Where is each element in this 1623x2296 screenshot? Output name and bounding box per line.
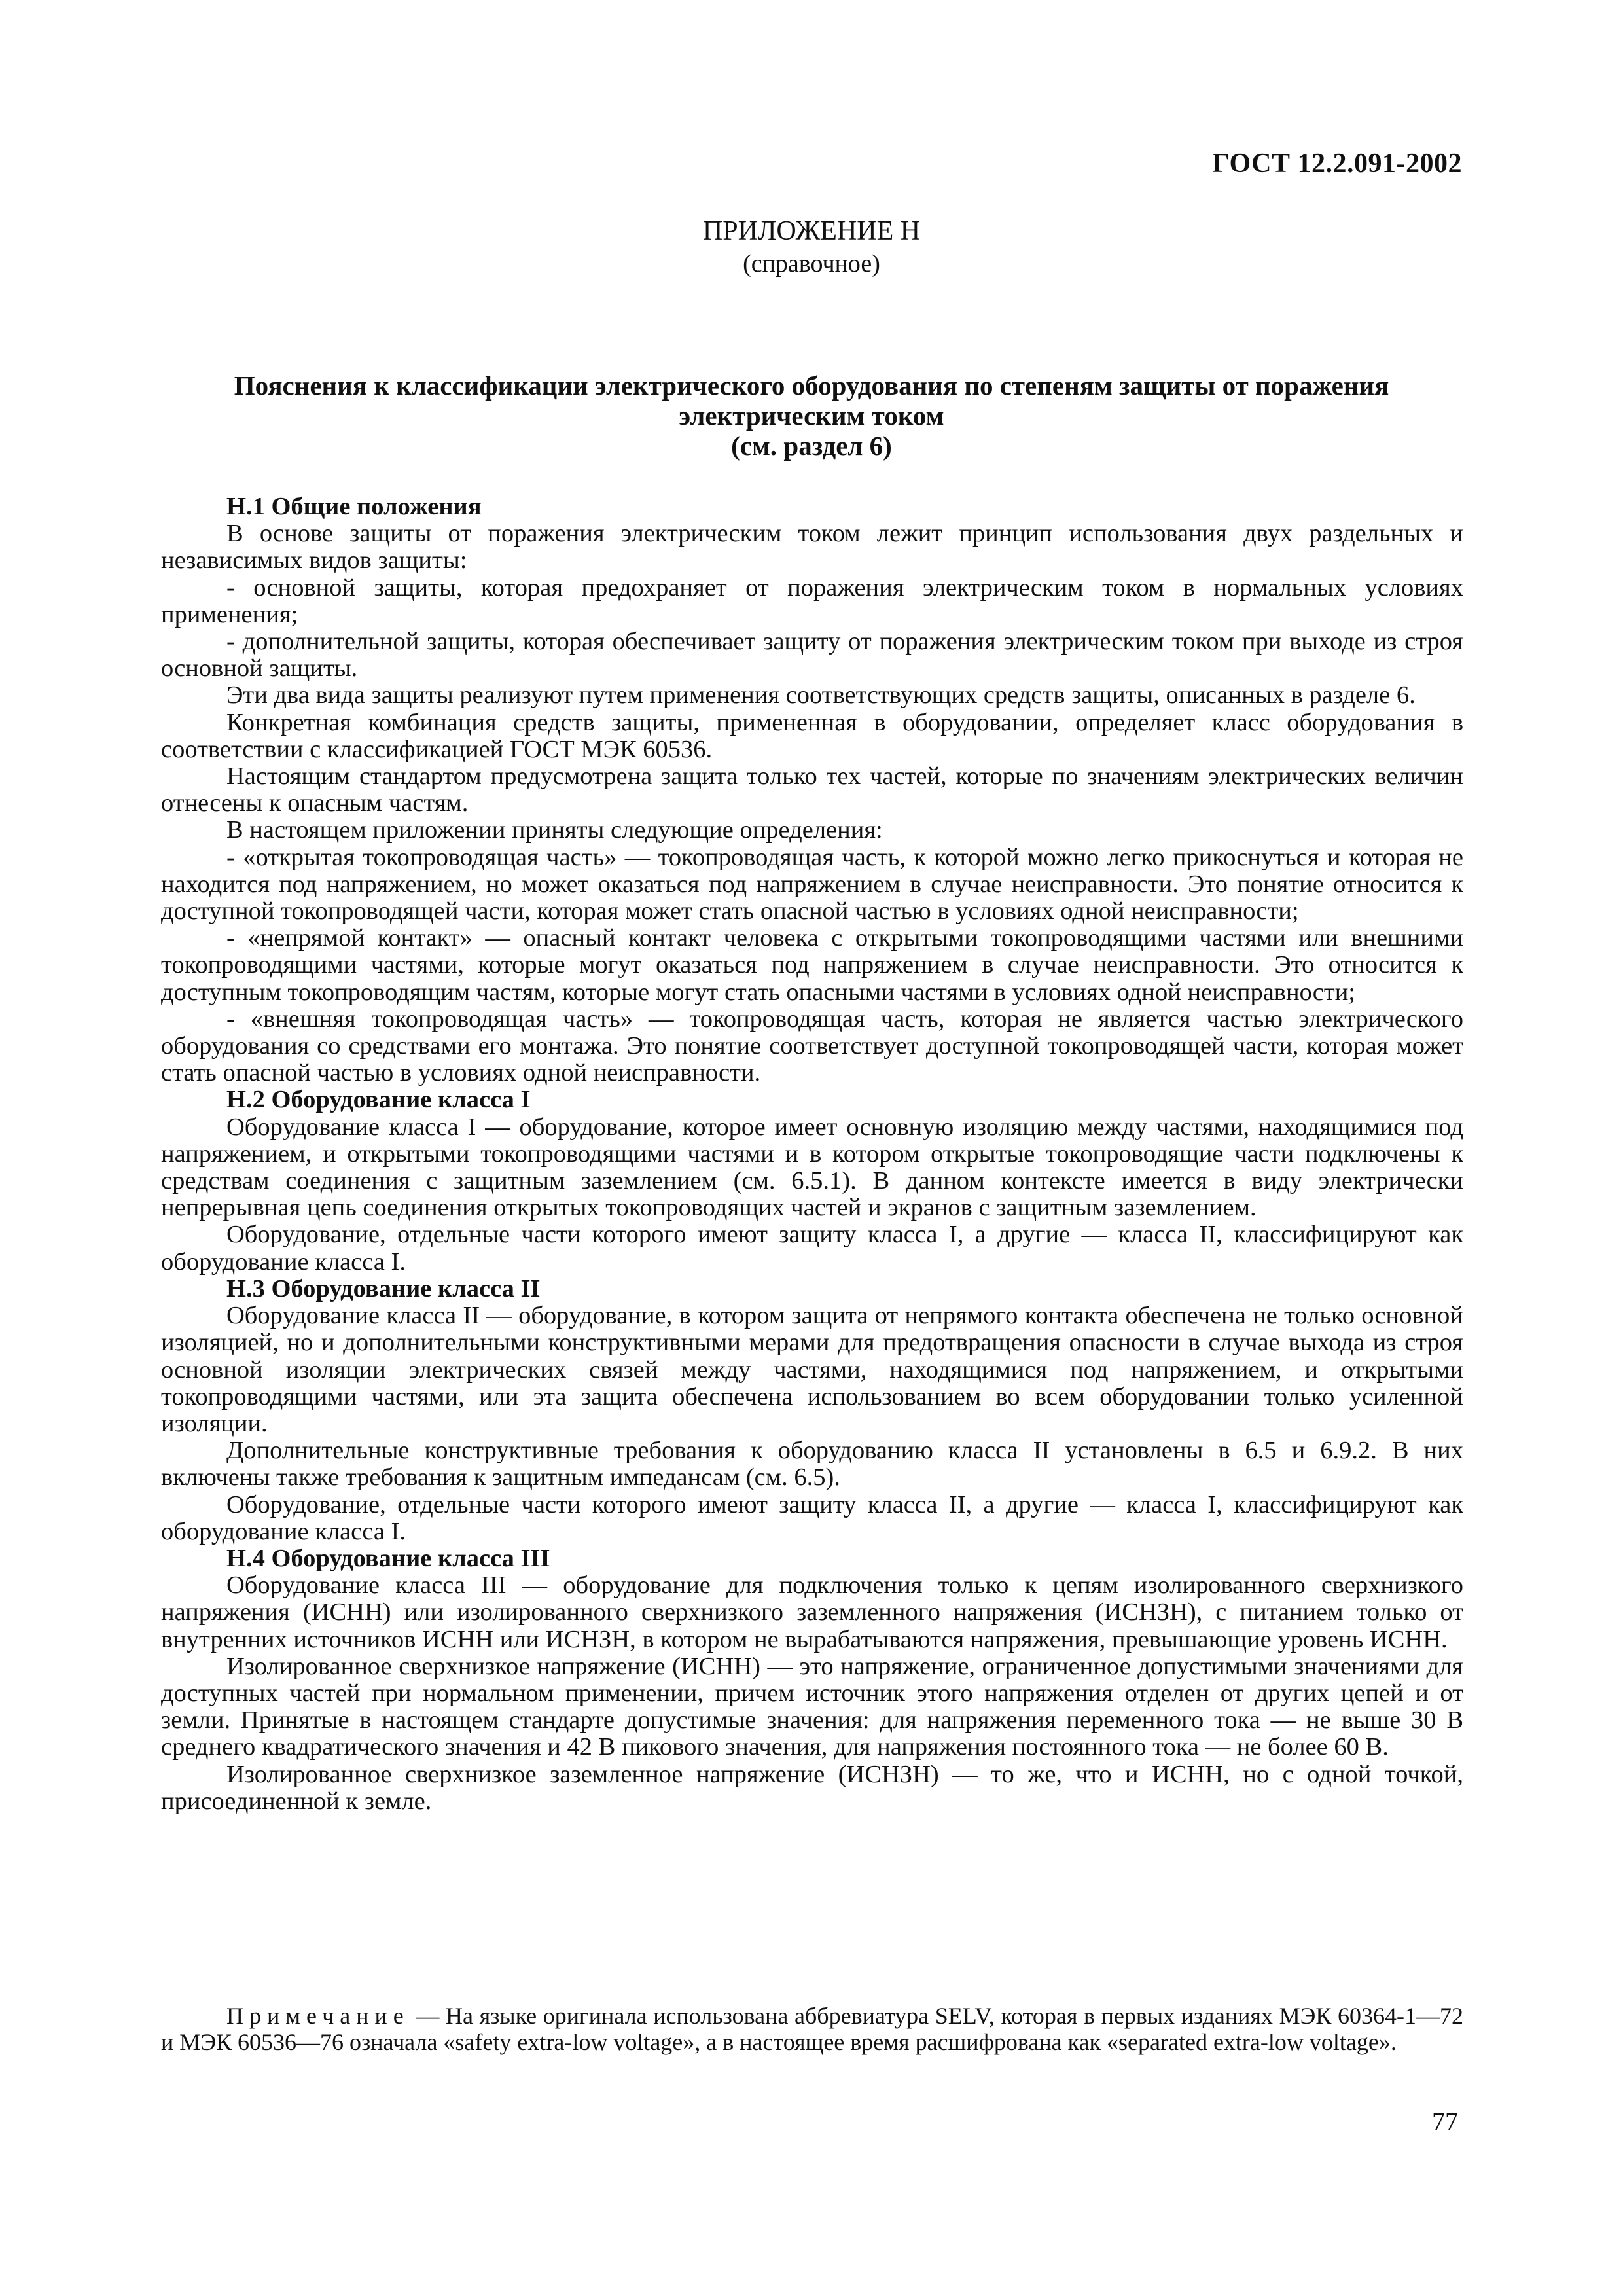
paragraph: В настоящем приложении приняты следующие определения:: [226, 816, 883, 844]
paragraph: В основе защиты от поражения электрическим током лежит принцип использования двух раздельных и независимых видов защиты:: [161, 520, 1463, 575]
section-heading-h2: Н.2 Оборудование класса I: [226, 1086, 531, 1114]
section-heading-h4: Н.4 Оборудование класса III: [226, 1544, 550, 1572]
document-title-line-3: (см. раздел 6): [731, 431, 892, 461]
section-heading-h3: Н.3 Оборудование класса II: [226, 1274, 541, 1302]
list-item: - дополнительной защиты, которая обеспечивает защиту от поражения электрическим током при выходе из строя основной защиты.: [161, 628, 1463, 683]
definition-item: - «открытая токопроводящая часть» — токопроводящая часть, к которой можно легко прикоснуться и которая не находится под напряжением, но может оказаться под напряжением в случае неисправности. Это понятие относится к доступной токопроводящей части, которая может стать опасной частью в условиях одной неисправности;: [161, 843, 1463, 925]
document-title: [196, 370, 1427, 461]
note-block: [161, 2003, 1463, 2055]
paragraph: Оборудование класса II — оборудование, в котором защита от непрямого контакта обеспечена не только основной изоляцией, но и дополнительными конструктивными мерами для предотвращения опасности в случае выхода из строя основной изоляции электрических связей между частями, находящимися под напряжением, и открытыми токопроводящими частями, или эта защита обеспечена использованием во всем оборудовании только усиленной изоляции.: [161, 1302, 1463, 1437]
paragraph: Оборудование, отдельные части которого имеют защиту класса II, а другие — класса I, классифицируют как оборудование класса I.: [161, 1490, 1463, 1545]
document-title-line-1: Пояснения к классификации электрического оборудования по степеням защиты от поражения: [234, 370, 1389, 401]
paragraph: Эти два вида защиты реализуют путем применения соответствующих средств защиты, описанных в разделе 6.: [226, 681, 1416, 709]
section-heading-h1: Н.1 Общие положения: [226, 493, 482, 520]
note-paragraph: [161, 2003, 1463, 2055]
note-label: Примечание: [226, 2003, 410, 2029]
appendix-title: ПРИЛОЖЕНИЕ Н: [702, 216, 921, 246]
definition-item: - «внешняя токопроводящая часть» — токопроводящая часть, которая не является частью электрического оборудования со средствами его монтажа. Это понятие соответствует доступной токопроводящей части, которая может стать опасной частью в условиях одной неисправности.: [161, 1005, 1463, 1087]
document-title-line-2: электрическим током: [679, 401, 944, 431]
page-number: 77: [1432, 2107, 1458, 2136]
paragraph: Конкретная комбинация средств защиты, примененная в оборудовании, определяет класс оборудования в соответствии с классификацией ГОСТ МЭК 60536.: [161, 708, 1463, 763]
paragraph: Изолированное сверхнизкое напряжение (ИСНН) — это напряжение, ограниченное допустимыми значениями для доступных частей при нормальном применении, причем источник этого напряжения отделен от других цепей и от земли. Принятые в настоящем стандарте допустимые значения: для напряжения переменного тока — не выше 30 В среднего квадратического значения и 42 В пикового значения, для напряжения постоянного тока — не более 60 В.: [161, 1652, 1463, 1761]
paragraph: Оборудование, отдельные части которого имеют защиту класса I, а другие — класса II, классифицируют как оборудование класса I.: [161, 1221, 1463, 1276]
note-text: — На языке оригинала использована аббревиатура SELV, которая в первых изданиях МЭК 60364-1—72 и МЭК 60536—76 означала «safety extra-low voltage», а в настоящее время расшифрована как «separated extra-low voltage».: [161, 2003, 1463, 2055]
list-item: - основной защиты, которая предохраняет от поражения электрическим током в нормальных условиях применения;: [161, 573, 1463, 628]
appendix-subtitle: (справочное): [743, 250, 880, 278]
document-code: ГОСТ 12.2.091-2002: [1212, 149, 1462, 179]
document-body: [161, 493, 1463, 1815]
paragraph: Настоящим стандартом предусмотрена защита только тех частей, которые по значениям электрических величин отнесены к опасным частям.: [161, 762, 1463, 817]
paragraph: Оборудование класса III — оборудование для подключения только к цепям изолированного сверхнизкого напряжения (ИСНН) или изолированного сверхнизкого заземленного напряжения (ИСНЗН), с питанием только от внутренних источников ИСНН или ИСНЗН, в котором не вырабатываются напряжения, превышающие уровень ИСНН.: [161, 1571, 1463, 1653]
definition-item: - «непрямой контакт» — опасный контакт человека с открытыми токопроводящими частями или внешними токопроводящими частями, которые могут оказаться под напряжением в случае неисправности. Это относится к доступным токопроводящим частям, которые могут стать опасными частями в условиях одной неисправности;: [161, 924, 1463, 1006]
appendix-heading: [0, 215, 1623, 280]
paragraph: Оборудование класса I — оборудование, которое имеет основную изоляцию между частями, находящимися под напряжением, и открытыми токопроводящими частями и в котором открытые токопроводящие части подключены к средствам соединения с защитным заземлением (см. 6.5.1). В данном контексте имеется в виду электрически непрерывная цепь соединения открытых токопроводящих частей и экранов с защитным заземлением.: [161, 1113, 1463, 1222]
paragraph: Изолированное сверхнизкое заземленное напряжение (ИСНЗН) — то же, что и ИСНН, но с одной точкой, присоединенной к земле.: [161, 1760, 1463, 1815]
paragraph: Дополнительные конструктивные требования к оборудованию класса II установлены в 6.5 и 6.9.2. В них включены также требования к защитным импедансам (см. 6.5).: [161, 1437, 1463, 1492]
